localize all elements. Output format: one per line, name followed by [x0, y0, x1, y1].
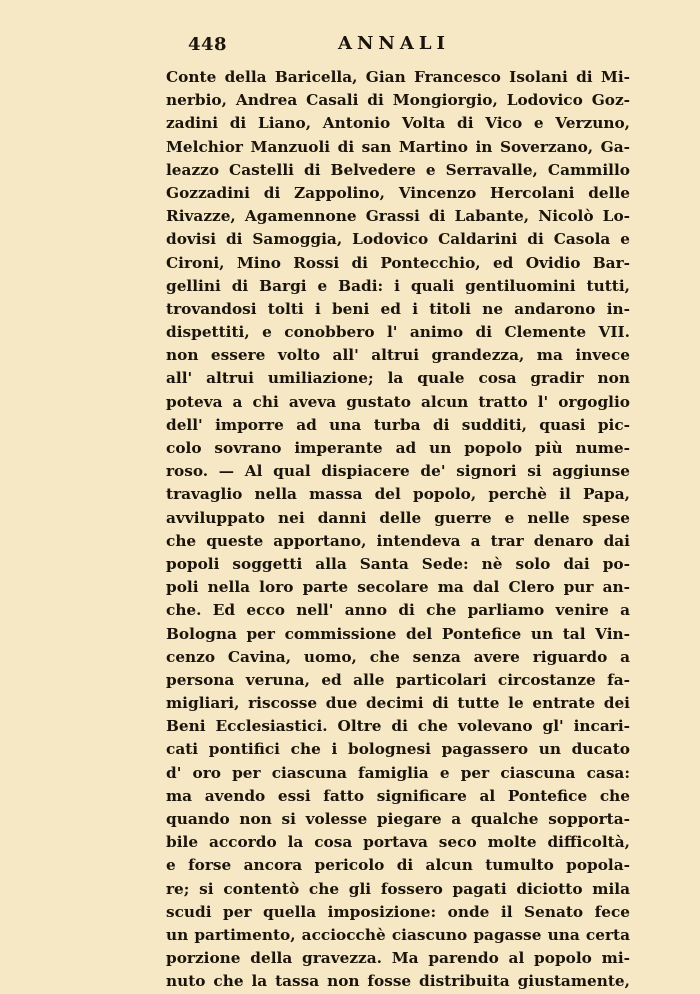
- text-line: poteva a chi aveva gustato alcun tratto l' orgoglio: [166, 392, 630, 411]
- text-line: migliari, riscosse due decimi di tutte le entrate dei: [166, 694, 630, 713]
- text-line: d' oro per ciascuna famiglia e per ciascuna casa:: [166, 763, 630, 782]
- text-line: Conte della Baricella, Gian Francesco Isolani di Mi-: [166, 68, 630, 86]
- text-line: quando non si volesse piegare a qualche sopporta-: [166, 810, 630, 828]
- text-line: e forse ancora pericolo di alcun tumulto popola-: [166, 856, 630, 875]
- text-line: persona veruna, ed alle particolari circostanze fa-: [166, 670, 630, 689]
- text-line: Cironi, Mino Rossi di Pontecchio, ed Ovidio Bar-: [166, 253, 630, 272]
- text-line: re; si contentò che gli fossero pagati diciotto mila: [166, 879, 630, 898]
- text-line: roso. — Al qual dispiacere de' signori si aggiunse: [166, 462, 630, 481]
- text-line: poli nella loro parte secolare ma dal Clero pur an-: [166, 578, 630, 597]
- running-title: ANNALI: [338, 33, 450, 54]
- text-line: leazzo Castelli di Belvedere e Serravalle, Cammillo: [166, 160, 630, 179]
- text-line: porzione della gravezza. Ma parendo al popolo mi-: [166, 949, 630, 968]
- text-line: Rivazze, Agamennone Grassi di Labante, Nicolò Lo-: [166, 207, 630, 226]
- text-line: colo sovrano imperante ad un popolo più nume-: [166, 439, 630, 457]
- text-line: travaglio nella massa del popolo, perchè il Papa,: [166, 485, 630, 504]
- text-line: un partimento, acciocchè ciascuno pagasse una certa: [166, 925, 630, 944]
- text-line: cenzo Cavina, uomo, che senza avere riguardo a: [166, 647, 630, 666]
- text-line: all' altrui umiliazione; la quale cosa gradir non: [166, 369, 630, 388]
- text-line: Beni Ecclesiastici. Oltre di che volevano gl' incari-: [166, 717, 630, 736]
- body-text: [166, 66, 630, 994]
- text-line: scudi per quella imposizione: onde il Senato fece: [166, 902, 630, 921]
- text-line: avviluppato nei danni delle guerre e nelle spese: [166, 508, 630, 527]
- text-line: Gozzadini di Zappolino, Vincenzo Hercolani delle: [166, 183, 630, 202]
- text-line: che. Ed ecco nell' anno di che parliamo venire a: [166, 601, 630, 620]
- text-line: popoli soggetti alla Santa Sede: nè solo dai po-: [166, 554, 630, 573]
- page-header: [186, 30, 630, 60]
- text-line: ma avendo essi fatto significare al Pontefice che: [166, 786, 630, 805]
- text-line: dispettiti, e conobbero l' animo di Clemente VII.: [166, 323, 630, 342]
- text-line: Melchior Manzuoli di san Martino in Soverzano, Ga-: [166, 137, 630, 156]
- text-line: gellini di Bargi e Badi: i quali gentiluomini tutti,: [166, 276, 630, 295]
- text-line: nuto che la tassa non fosse distribuita giustamente,: [166, 972, 630, 991]
- text-line: non essere volto all' altrui grandezza, ma invece: [166, 346, 630, 365]
- text-line: dovisi di Samoggia, Lodovico Caldarini di Casola e: [166, 230, 630, 249]
- text-line: trovandosi tolti i beni ed i titoli ne andarono in-: [166, 299, 630, 318]
- page-number: 448: [188, 34, 228, 55]
- text-line: zadini di Liano, Antonio Volta di Vico e Verzuno,: [166, 114, 630, 133]
- text-line: nerbio, Andrea Casali di Mongiorgio, Lodovico Goz-: [166, 91, 630, 110]
- text-line: che queste apportano, intendeva a trar denaro dai: [166, 531, 630, 550]
- text-line: bile accordo la cosa portava seco molte difficoltà,: [166, 833, 630, 852]
- text-line: cati pontifici che i bolognesi pagassero un ducato: [166, 740, 630, 759]
- text-line: Bologna per commissione del Pontefice un tal Vin-: [166, 624, 630, 643]
- text-line: dell' imporre ad una turba di sudditi, quasi pic-: [166, 415, 630, 434]
